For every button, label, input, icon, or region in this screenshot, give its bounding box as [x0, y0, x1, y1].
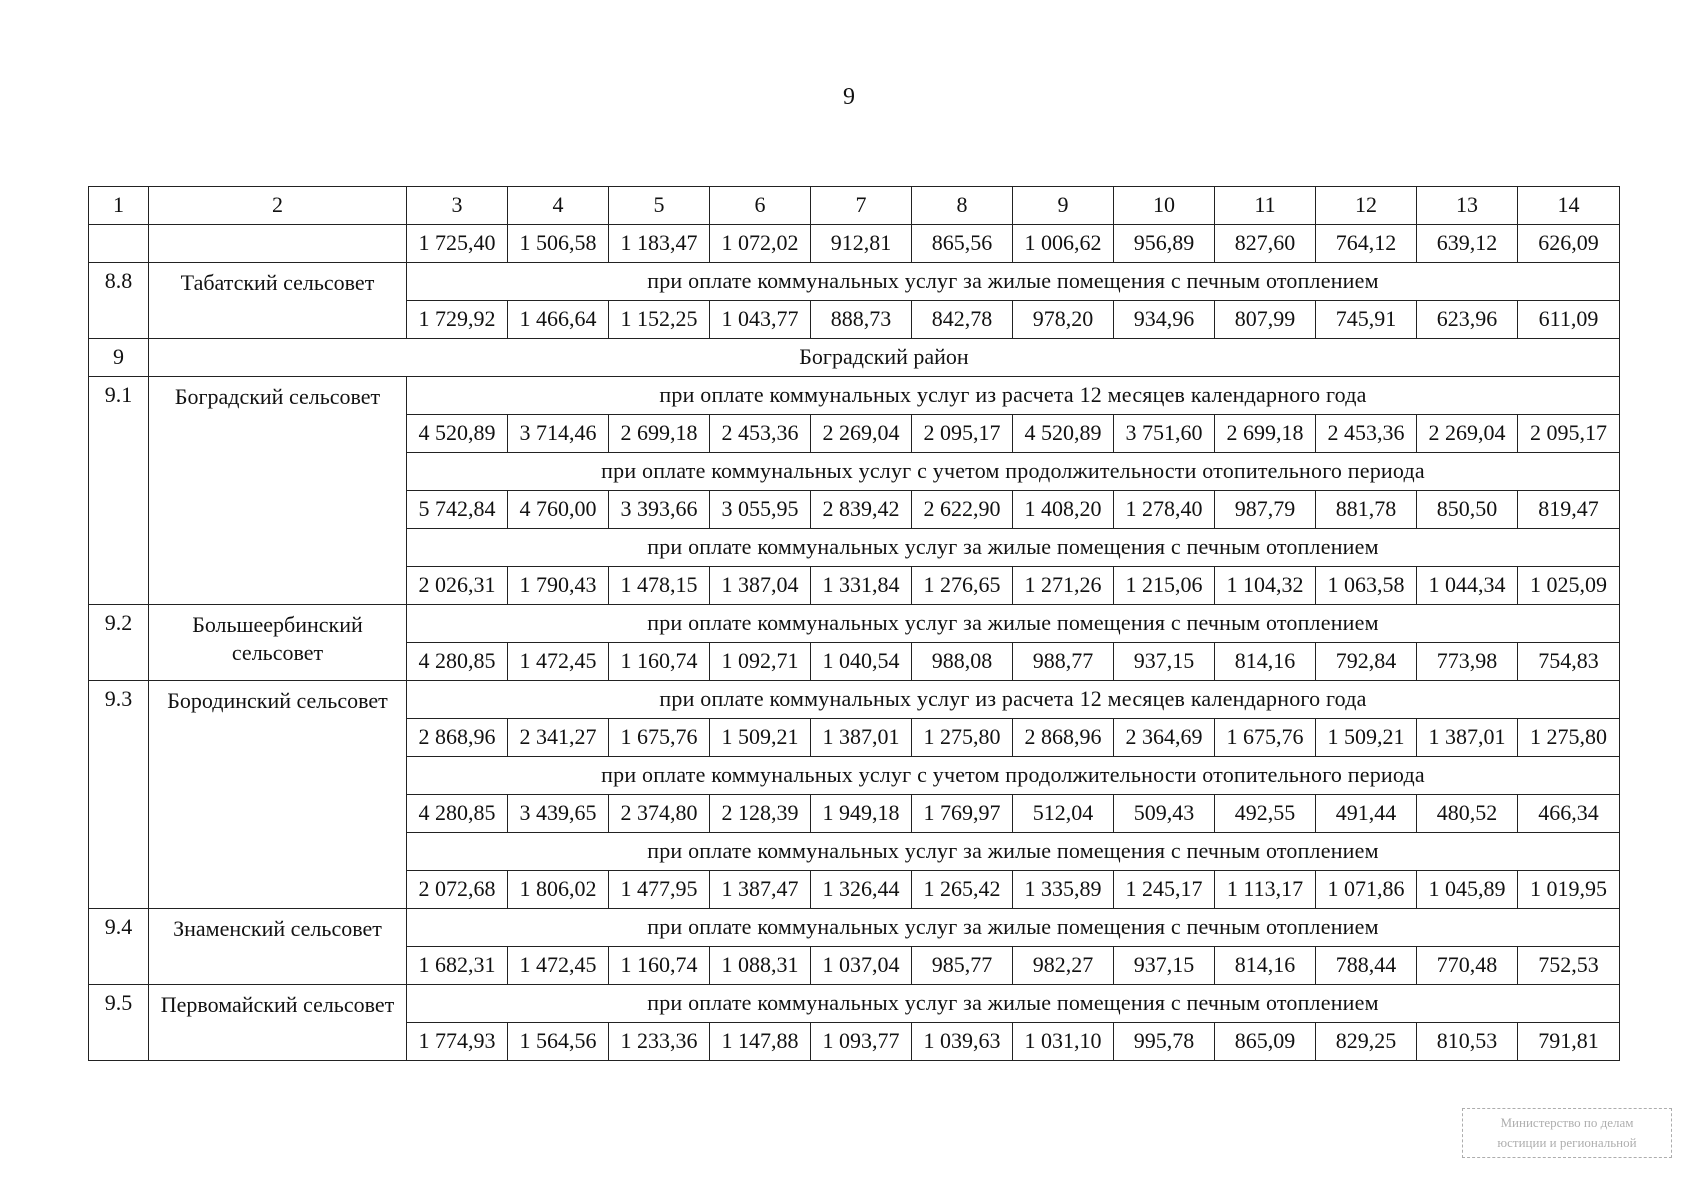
- value-cell: 492,55: [1215, 795, 1316, 833]
- value-cell: 1 039,63: [912, 1023, 1013, 1061]
- value-cell: 819,47: [1518, 491, 1620, 529]
- section-code: 9.4: [89, 909, 149, 985]
- value-cell: 773,98: [1417, 643, 1518, 681]
- value-cell: 3 055,95: [710, 491, 811, 529]
- value-cell: 3 714,46: [508, 415, 609, 453]
- value-cell: 1 092,71: [710, 643, 811, 681]
- header-cell: 3: [407, 187, 508, 225]
- value-cell: 1 408,20: [1013, 491, 1114, 529]
- header-cell: 4: [508, 187, 609, 225]
- value-cell: 1 769,97: [912, 795, 1013, 833]
- value-cell: 988,08: [912, 643, 1013, 681]
- value-cell: 985,77: [912, 947, 1013, 985]
- header-cell: 6: [710, 187, 811, 225]
- mode-row: [89, 681, 1620, 719]
- value-cell: 770,48: [1417, 947, 1518, 985]
- value-cell: 1 245,17: [1114, 871, 1215, 909]
- value-cell: 623,96: [1417, 301, 1518, 339]
- value-cell: 4 280,85: [407, 795, 508, 833]
- value-cell: 1 506,58: [508, 225, 609, 263]
- section-code: 9.3: [89, 681, 149, 909]
- value-cell: 982,27: [1013, 947, 1114, 985]
- value-cell: 1 335,89: [1013, 871, 1114, 909]
- value-cell: 937,15: [1114, 947, 1215, 985]
- value-cell: 2 128,39: [710, 795, 811, 833]
- payment-mode-label: при оплате коммунальных услуг из расчета 12 месяцев календарного года: [407, 681, 1620, 719]
- value-cell: 509,43: [1114, 795, 1215, 833]
- table-header-row: [89, 187, 1620, 225]
- value-cell: 1 472,45: [508, 643, 609, 681]
- value-cell: 956,89: [1114, 225, 1215, 263]
- value-cell: 764,12: [1316, 225, 1417, 263]
- header-cell: 12: [1316, 187, 1417, 225]
- value-cell: 2 026,31: [407, 567, 508, 605]
- district-row: [89, 339, 1620, 377]
- value-cell: 865,56: [912, 225, 1013, 263]
- value-cell: 1 725,40: [407, 225, 508, 263]
- header-cell: 7: [811, 187, 912, 225]
- value-cell: 850,50: [1417, 491, 1518, 529]
- value-cell: 4 280,85: [407, 643, 508, 681]
- value-cell: 1 045,89: [1417, 871, 1518, 909]
- value-cell: 1 093,77: [811, 1023, 912, 1061]
- value-cell: 788,44: [1316, 947, 1417, 985]
- value-cell: 1 729,92: [407, 301, 508, 339]
- value-cell: 1 387,01: [1417, 719, 1518, 757]
- value-cell: 1 088,31: [710, 947, 811, 985]
- value-cell: 512,04: [1013, 795, 1114, 833]
- mode-row: [89, 263, 1620, 301]
- header-cell: 10: [1114, 187, 1215, 225]
- value-cell: 1 278,40: [1114, 491, 1215, 529]
- value-cell: 995,78: [1114, 1023, 1215, 1061]
- value-cell: 2 699,18: [1215, 415, 1316, 453]
- payment-mode-label: при оплате коммунальных услуг за жилые помещения с печным отоплением: [407, 263, 1620, 301]
- value-cell: 1 509,21: [710, 719, 811, 757]
- mode-row: [89, 909, 1620, 947]
- value-cell: 2 453,36: [1316, 415, 1417, 453]
- value-cell: 2 095,17: [912, 415, 1013, 453]
- value-cell: 1 037,04: [811, 947, 912, 985]
- value-cell: 3 751,60: [1114, 415, 1215, 453]
- section-code: 9.2: [89, 605, 149, 681]
- value-cell: 807,99: [1215, 301, 1316, 339]
- value-cell: 1 183,47: [609, 225, 710, 263]
- payment-mode-label: при оплате коммунальных услуг за жилые помещения с печным отоплением: [407, 909, 1620, 947]
- value-cell: 1 160,74: [609, 643, 710, 681]
- value-cell: 1 063,58: [1316, 567, 1417, 605]
- mode-row: [89, 377, 1620, 415]
- value-cell: 865,09: [1215, 1023, 1316, 1061]
- value-cell: 827,60: [1215, 225, 1316, 263]
- payment-mode-label: при оплате коммунальных услуг за жилые помещения с печным отоплением: [407, 605, 1620, 643]
- value-cell: 1 275,80: [1518, 719, 1620, 757]
- value-cell: 1 275,80: [912, 719, 1013, 757]
- value-cell: 1 025,09: [1518, 567, 1620, 605]
- value-cell: 4 520,89: [1013, 415, 1114, 453]
- value-cell: 3 439,65: [508, 795, 609, 833]
- value-cell: 1 104,32: [1215, 567, 1316, 605]
- value-cell: 1 477,95: [609, 871, 710, 909]
- value-cell: 1 160,74: [609, 947, 710, 985]
- header-cell: 2: [149, 187, 407, 225]
- value-cell: 1 265,42: [912, 871, 1013, 909]
- value-cell: 1 043,77: [710, 301, 811, 339]
- value-cell: 2 374,80: [609, 795, 710, 833]
- value-cell: 1 031,10: [1013, 1023, 1114, 1061]
- district-code: 9: [89, 339, 149, 377]
- value-cell: 491,44: [1316, 795, 1417, 833]
- value-cell: 1 072,02: [710, 225, 811, 263]
- header-cell: 8: [912, 187, 1013, 225]
- value-cell: 611,09: [1518, 301, 1620, 339]
- value-cell: 829,25: [1316, 1023, 1417, 1061]
- mode-row: [89, 605, 1620, 643]
- value-cell: 1 271,26: [1013, 567, 1114, 605]
- value-cell: 1 147,88: [710, 1023, 811, 1061]
- header-cell: 11: [1215, 187, 1316, 225]
- value-cell: 1 326,44: [811, 871, 912, 909]
- value-cell: 1 675,76: [609, 719, 710, 757]
- header-cell: 5: [609, 187, 710, 225]
- value-cell: 2 453,36: [710, 415, 811, 453]
- value-cell: 2 269,04: [811, 415, 912, 453]
- value-cell: 1 790,43: [508, 567, 609, 605]
- settlement-name: Большеербинский сельсовет: [149, 605, 407, 681]
- value-cell: 1 071,86: [1316, 871, 1417, 909]
- settlement-name: Знаменский сельсовет: [149, 909, 407, 985]
- value-cell: 888,73: [811, 301, 912, 339]
- section-code: 8.8: [89, 263, 149, 339]
- value-cell: 2 699,18: [609, 415, 710, 453]
- value-cell: 937,15: [1114, 643, 1215, 681]
- value-cell: 1 387,04: [710, 567, 811, 605]
- payment-mode-label: при оплате коммунальных услуг с учетом продолжительности отопительного периода: [407, 453, 1620, 491]
- payment-mode-label: при оплате коммунальных услуг за жилые помещения с печным отоплением: [407, 985, 1620, 1023]
- value-cell: 810,53: [1417, 1023, 1518, 1061]
- value-cell: 1 006,62: [1013, 225, 1114, 263]
- value-cell: 934,96: [1114, 301, 1215, 339]
- value-cell: 988,77: [1013, 643, 1114, 681]
- header-cell: 1: [89, 187, 149, 225]
- value-cell: 2 072,68: [407, 871, 508, 909]
- stamp-line-1: Министерство по делам: [1500, 1115, 1634, 1130]
- value-cell: 1 044,34: [1417, 567, 1518, 605]
- value-cell: 2 868,96: [1013, 719, 1114, 757]
- section-code: 9.5: [89, 985, 149, 1061]
- name-cell: [149, 225, 407, 263]
- value-cell: 814,16: [1215, 947, 1316, 985]
- value-cell: 466,34: [1518, 795, 1620, 833]
- value-cell: 1 387,47: [710, 871, 811, 909]
- value-cell: 1 478,15: [609, 567, 710, 605]
- payment-mode-label: при оплате коммунальных услуг из расчета 12 месяцев календарного года: [407, 377, 1620, 415]
- value-cell: 1 564,56: [508, 1023, 609, 1061]
- header-cell: 9: [1013, 187, 1114, 225]
- value-cell: 2 341,27: [508, 719, 609, 757]
- value-cell: 1 233,36: [609, 1023, 710, 1061]
- section-code: 9.1: [89, 377, 149, 605]
- value-cell: 1 215,06: [1114, 567, 1215, 605]
- value-cell: 5 742,84: [407, 491, 508, 529]
- value-cell: 639,12: [1417, 225, 1518, 263]
- value-cell: 1 472,45: [508, 947, 609, 985]
- value-cell: 4 760,00: [508, 491, 609, 529]
- value-cell: 754,83: [1518, 643, 1620, 681]
- value-cell: 4 520,89: [407, 415, 508, 453]
- value-cell: 978,20: [1013, 301, 1114, 339]
- value-cell: 1 152,25: [609, 301, 710, 339]
- stamp-line-2: юстиции и региональной: [1497, 1135, 1637, 1150]
- value-cell: 814,16: [1215, 643, 1316, 681]
- table-row: [89, 225, 1620, 263]
- payment-mode-label: при оплате коммунальных услуг с учетом продолжительности отопительного периода: [407, 757, 1620, 795]
- settlement-name: Бородинский сельсовет: [149, 681, 407, 909]
- value-cell: 1 682,31: [407, 947, 508, 985]
- value-cell: 1 774,93: [407, 1023, 508, 1061]
- payment-mode-label: при оплате коммунальных услуг за жилые помещения с печным отоплением: [407, 529, 1620, 567]
- value-cell: 881,78: [1316, 491, 1417, 529]
- settlement-name: Табатский сельсовет: [149, 263, 407, 339]
- registration-stamp: [1462, 1108, 1672, 1158]
- header-cell: 14: [1518, 187, 1620, 225]
- value-cell: 1 509,21: [1316, 719, 1417, 757]
- value-cell: 1 276,65: [912, 567, 1013, 605]
- value-cell: 1 019,95: [1518, 871, 1620, 909]
- value-cell: 792,84: [1316, 643, 1417, 681]
- code-cell: [89, 225, 149, 263]
- payment-mode-label: при оплате коммунальных услуг за жилые помещения с печным отоплением: [407, 833, 1620, 871]
- value-cell: 3 393,66: [609, 491, 710, 529]
- value-cell: 1 387,01: [811, 719, 912, 757]
- settlement-name: Боградский сельсовет: [149, 377, 407, 605]
- value-cell: 2 095,17: [1518, 415, 1620, 453]
- value-cell: 480,52: [1417, 795, 1518, 833]
- value-cell: 626,09: [1518, 225, 1620, 263]
- mode-row: [89, 985, 1620, 1023]
- value-cell: 752,53: [1518, 947, 1620, 985]
- value-cell: 1 806,02: [508, 871, 609, 909]
- value-cell: 1 675,76: [1215, 719, 1316, 757]
- value-cell: 2 622,90: [912, 491, 1013, 529]
- tariff-table: [88, 186, 1620, 1061]
- value-cell: 2 364,69: [1114, 719, 1215, 757]
- value-cell: 1 949,18: [811, 795, 912, 833]
- district-title: Боградский район: [149, 339, 1620, 377]
- value-cell: 791,81: [1518, 1023, 1620, 1061]
- header-cell: 13: [1417, 187, 1518, 225]
- value-cell: 842,78: [912, 301, 1013, 339]
- value-cell: 2 868,96: [407, 719, 508, 757]
- value-cell: 1 331,84: [811, 567, 912, 605]
- value-cell: 912,81: [811, 225, 912, 263]
- value-cell: 1 113,17: [1215, 871, 1316, 909]
- value-cell: 2 839,42: [811, 491, 912, 529]
- value-cell: 1 040,54: [811, 643, 912, 681]
- tariff-table-container: [88, 186, 1620, 1061]
- value-cell: 2 269,04: [1417, 415, 1518, 453]
- value-cell: 1 466,64: [508, 301, 609, 339]
- settlement-name: Первомайский сельсовет: [149, 985, 407, 1061]
- value-cell: 987,79: [1215, 491, 1316, 529]
- value-cell: 745,91: [1316, 301, 1417, 339]
- page-number: 9: [843, 84, 855, 110]
